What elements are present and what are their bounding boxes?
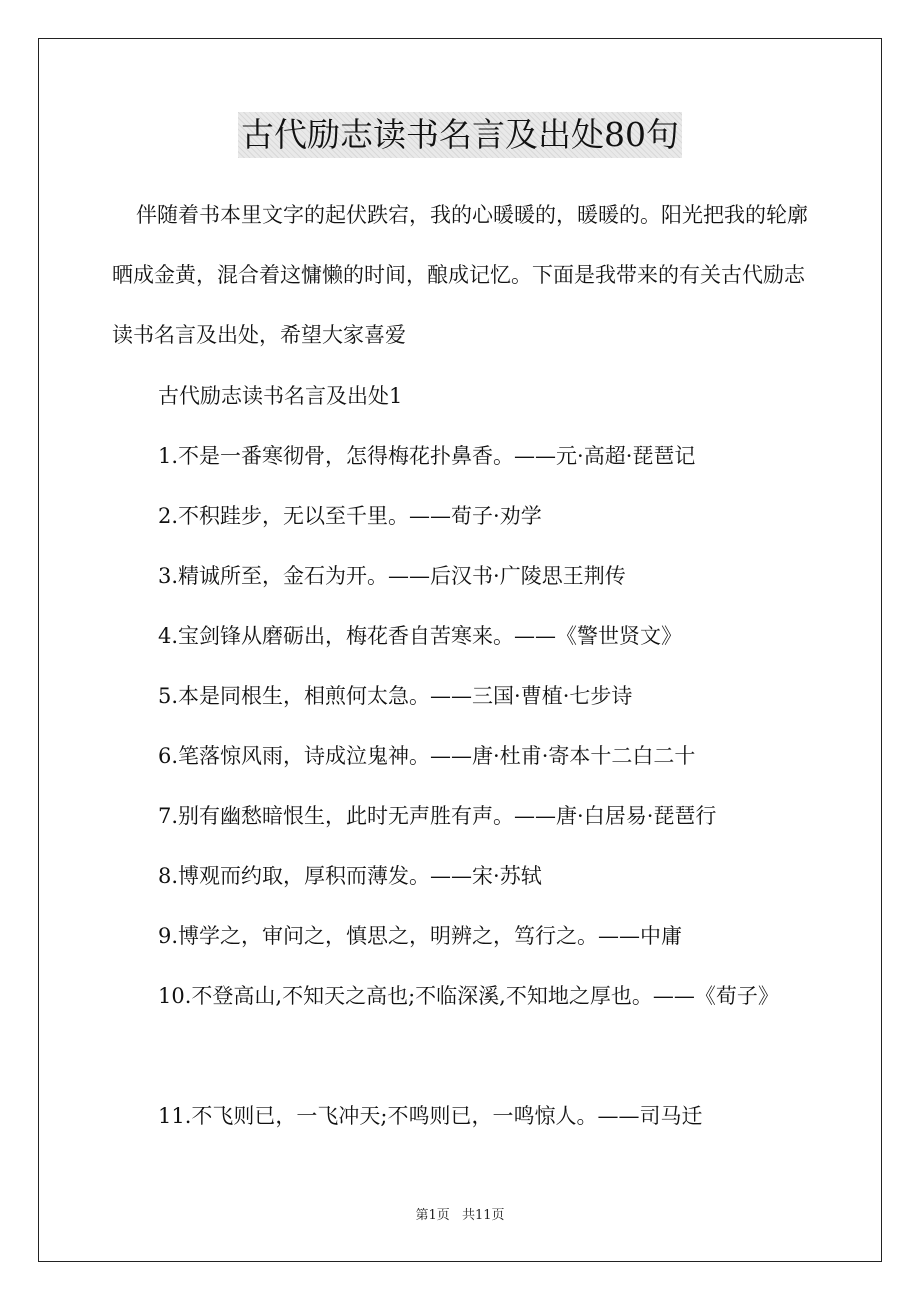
list-item: 8.博观而约取，厚积而薄发。——宋·苏轼: [158, 864, 542, 888]
list-item: 4.宝剑锋从磨砺出，梅花香自苦寒来。——《警世贤文》: [158, 624, 683, 648]
list-item: 6.笔落惊风雨，诗成泣鬼神。——唐·杜甫·寄本十二白二十: [158, 744, 696, 768]
title-container: [0, 112, 920, 158]
page-total: 共11页: [461, 1208, 505, 1223]
list-item: 1.不是一番寒彻骨，怎得梅花扑鼻香。——元·高超·琵琶记: [158, 444, 696, 468]
list-item: 3.精诚所至，金石为开。——后汉书·广陵思王荆传: [158, 564, 626, 588]
page-number: 第1页: [415, 1208, 450, 1223]
list-item: 10.不登高山,不知天之高也;不临深溪,不知地之厚也。——《荀子》: [158, 984, 779, 1008]
list-item: 9.博学之，审问之，慎思之，明辨之，笃行之。——中庸: [158, 924, 683, 948]
list-item: 7.别有幽愁暗恨生，此时无声胜有声。——唐·白居易·琵琶行: [158, 804, 717, 828]
intro-paragraph: 伴随着书本里文字的起伏跌宕，我的心暖暖的，暖暖的。阳光把我的轮廓晒成金黄，混合着这慵懒的时间，酿成记忆。下面是我带来的有关古代励志读书名言及出处，希望大家喜爱: [112, 203, 808, 347]
section-heading: 古代励志读书名言及出处1: [158, 384, 403, 408]
page-footer: [0, 1207, 920, 1225]
document-title: 古代励志读书名言及出处80句: [238, 112, 682, 158]
list-item: 2.不积跬步，无以至千里。——荀子·劝学: [158, 504, 542, 528]
list-item: 5.本是同根生，相煎何太急。——三国·曹植·七步诗: [158, 684, 633, 708]
list-item: 11.不飞则已，一飞冲天;不鸣则已，一鸣惊人。——司马迁: [158, 1104, 703, 1128]
